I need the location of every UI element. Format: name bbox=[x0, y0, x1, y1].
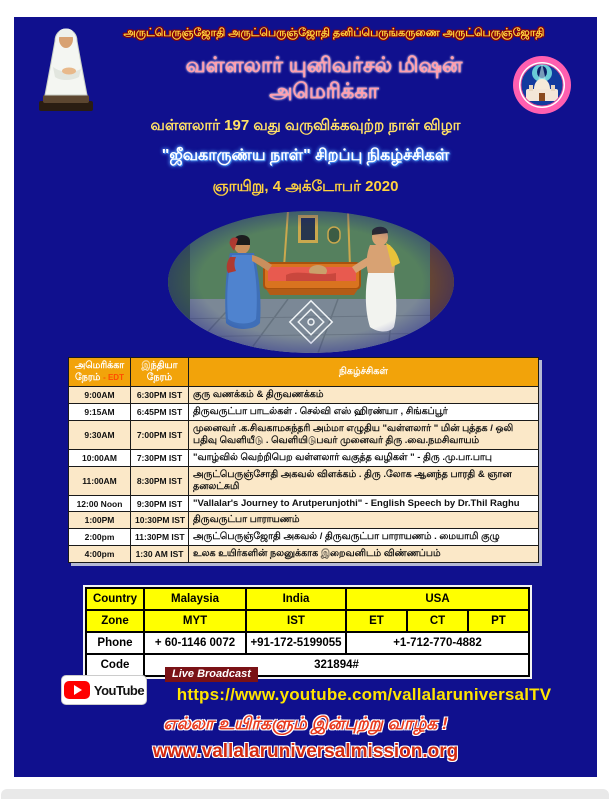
schedule-table bbox=[68, 357, 539, 563]
vallalar-saint-image bbox=[35, 23, 97, 119]
bottom-chrome-bar bbox=[0, 788, 610, 799]
phone-malaysia: + 60-1146 0072 bbox=[144, 632, 246, 654]
zone-et: ET bbox=[346, 610, 407, 632]
schedule-header-row bbox=[69, 358, 539, 387]
org-name-line1: வள்ளலார் யுனிவர்சல் மிஷன் bbox=[185, 54, 463, 77]
schedule-row: 10:00AM 7:30PM IST "வாழ்வில் வெற்றிபெற வள்ளலார் வகுத்த வழிகள் " - திரு .மு.பா.பாபு bbox=[69, 450, 539, 467]
schedule-row: 4:00pm 1:30 AM IST உலக உயிர்களின் நலனுக்காக இறைவனிடம் விண்ணப்பம் bbox=[69, 546, 539, 563]
event-date: ஞாயிறு, 4 அக்டோபர் 2020 bbox=[212, 178, 399, 195]
schedule-row: 1:00PM 10:30PM IST திருவருட்பா பாராயணம் bbox=[69, 512, 539, 529]
zone-pt: PT bbox=[468, 610, 529, 632]
conference-table bbox=[85, 587, 530, 677]
schedule-row: 9:15AM 6:45PM IST திருவருட்பா பாடல்கள் . செல்வி எஸ் ஹிரண்யா , சிங்கப்பூர் bbox=[69, 404, 539, 421]
schedule-header-india-time: இந்தியா நேரம் bbox=[131, 358, 189, 387]
phone-india: +91-172-5199055 bbox=[246, 632, 346, 654]
org-name bbox=[124, 53, 524, 105]
country-label: Country bbox=[86, 588, 144, 610]
youtube-url-link[interactable]: https://www.youtube.com/vallalaruniversalTV bbox=[176, 685, 552, 704]
zone-myt: MYT bbox=[144, 610, 246, 632]
country-usa: USA bbox=[346, 588, 529, 610]
birth-scene-painting bbox=[168, 211, 454, 353]
zone-label: Zone bbox=[86, 610, 144, 632]
event-title: வள்ளலார் 197 வது வருவிக்கவுற்ற நாள் விழா bbox=[150, 117, 461, 134]
country-malaysia: Malaysia bbox=[144, 588, 246, 610]
phone-label: Phone bbox=[86, 632, 144, 654]
schedule-row: 2:00pm 11:30PM IST அருட்பெருஞ்ஜோதி அகவல் / திருவருட்பா பாராயணம் . மையாமி குழு bbox=[69, 529, 539, 546]
schedule-row: 12:00 Noon 9:30PM IST "Vallalar's Journey to Arutperunjothi" - English Speech by Dr.Thil Raghu bbox=[69, 496, 539, 512]
blessing-line: எல்லா உயிர்களும் இன்புற்று வாழ்க ! bbox=[163, 714, 448, 733]
youtube-play-icon bbox=[64, 681, 90, 699]
conference-phone-row bbox=[86, 632, 529, 654]
zone-ct: CT bbox=[407, 610, 468, 632]
org-name-line2: அமெரிக்கா bbox=[269, 80, 379, 103]
youtube-wordmark: YouTube bbox=[93, 682, 145, 698]
schedule-row: 9:00AM 6:30PM IST குரு வணக்கம் & திருவணக்கம் bbox=[69, 387, 539, 404]
code-label: Code bbox=[86, 654, 144, 676]
schedule-row: 9:30AM 7:00PM IST முனைவர் .க.சிவகாமசுந்தரி அம்மா எழுதிய "வள்ளலார் " மின் புத்தக / ஒலி பதிவு வெளியீடு . வெளியிடுபவர் முனைவர் திரு .வை.நமசிவாயம் bbox=[69, 421, 539, 450]
country-india: India bbox=[246, 588, 346, 610]
conference-zone-row bbox=[86, 610, 529, 632]
conference-code-row bbox=[86, 654, 529, 676]
zone-ist: IST bbox=[246, 610, 346, 632]
youtube-logo bbox=[61, 675, 147, 705]
mission-logo bbox=[512, 55, 572, 115]
invocation-line: அருட்பெருஞ்ஜோதி அருட்பெருஞ்ஜோதி தனிப்பெருங்கருணை அருட்பெருஞ்ஜோதி bbox=[123, 27, 545, 39]
event-subtitle: "ஜீவகாருண்ய நாள்" சிறப்பு நிகழ்ச்சிகள் bbox=[161, 147, 450, 164]
conference-country-row bbox=[86, 588, 529, 610]
schedule-row: 11:00AM 8:30PM IST அருட்பெருஞ்சோதி அகவல் விளக்கம் . திரு .லோக ஆனந்த பாரதி & ஞான தனலட்சுமி bbox=[69, 467, 539, 496]
website-link[interactable]: www.vallalaruniversalmission.org bbox=[152, 741, 459, 762]
edt-suffix: - EDT bbox=[103, 373, 124, 382]
schedule-header-events: நிகழ்ச்சிகள் bbox=[189, 358, 539, 387]
schedule-header-us-time: அமெரிக்கா நேரம் - EDT bbox=[69, 358, 131, 387]
code-value: 321894# bbox=[144, 654, 529, 676]
flyer bbox=[14, 17, 597, 777]
live-broadcast-badge: Live Broadcast bbox=[165, 667, 258, 682]
phone-usa: +1-712-770-4882 bbox=[346, 632, 529, 654]
